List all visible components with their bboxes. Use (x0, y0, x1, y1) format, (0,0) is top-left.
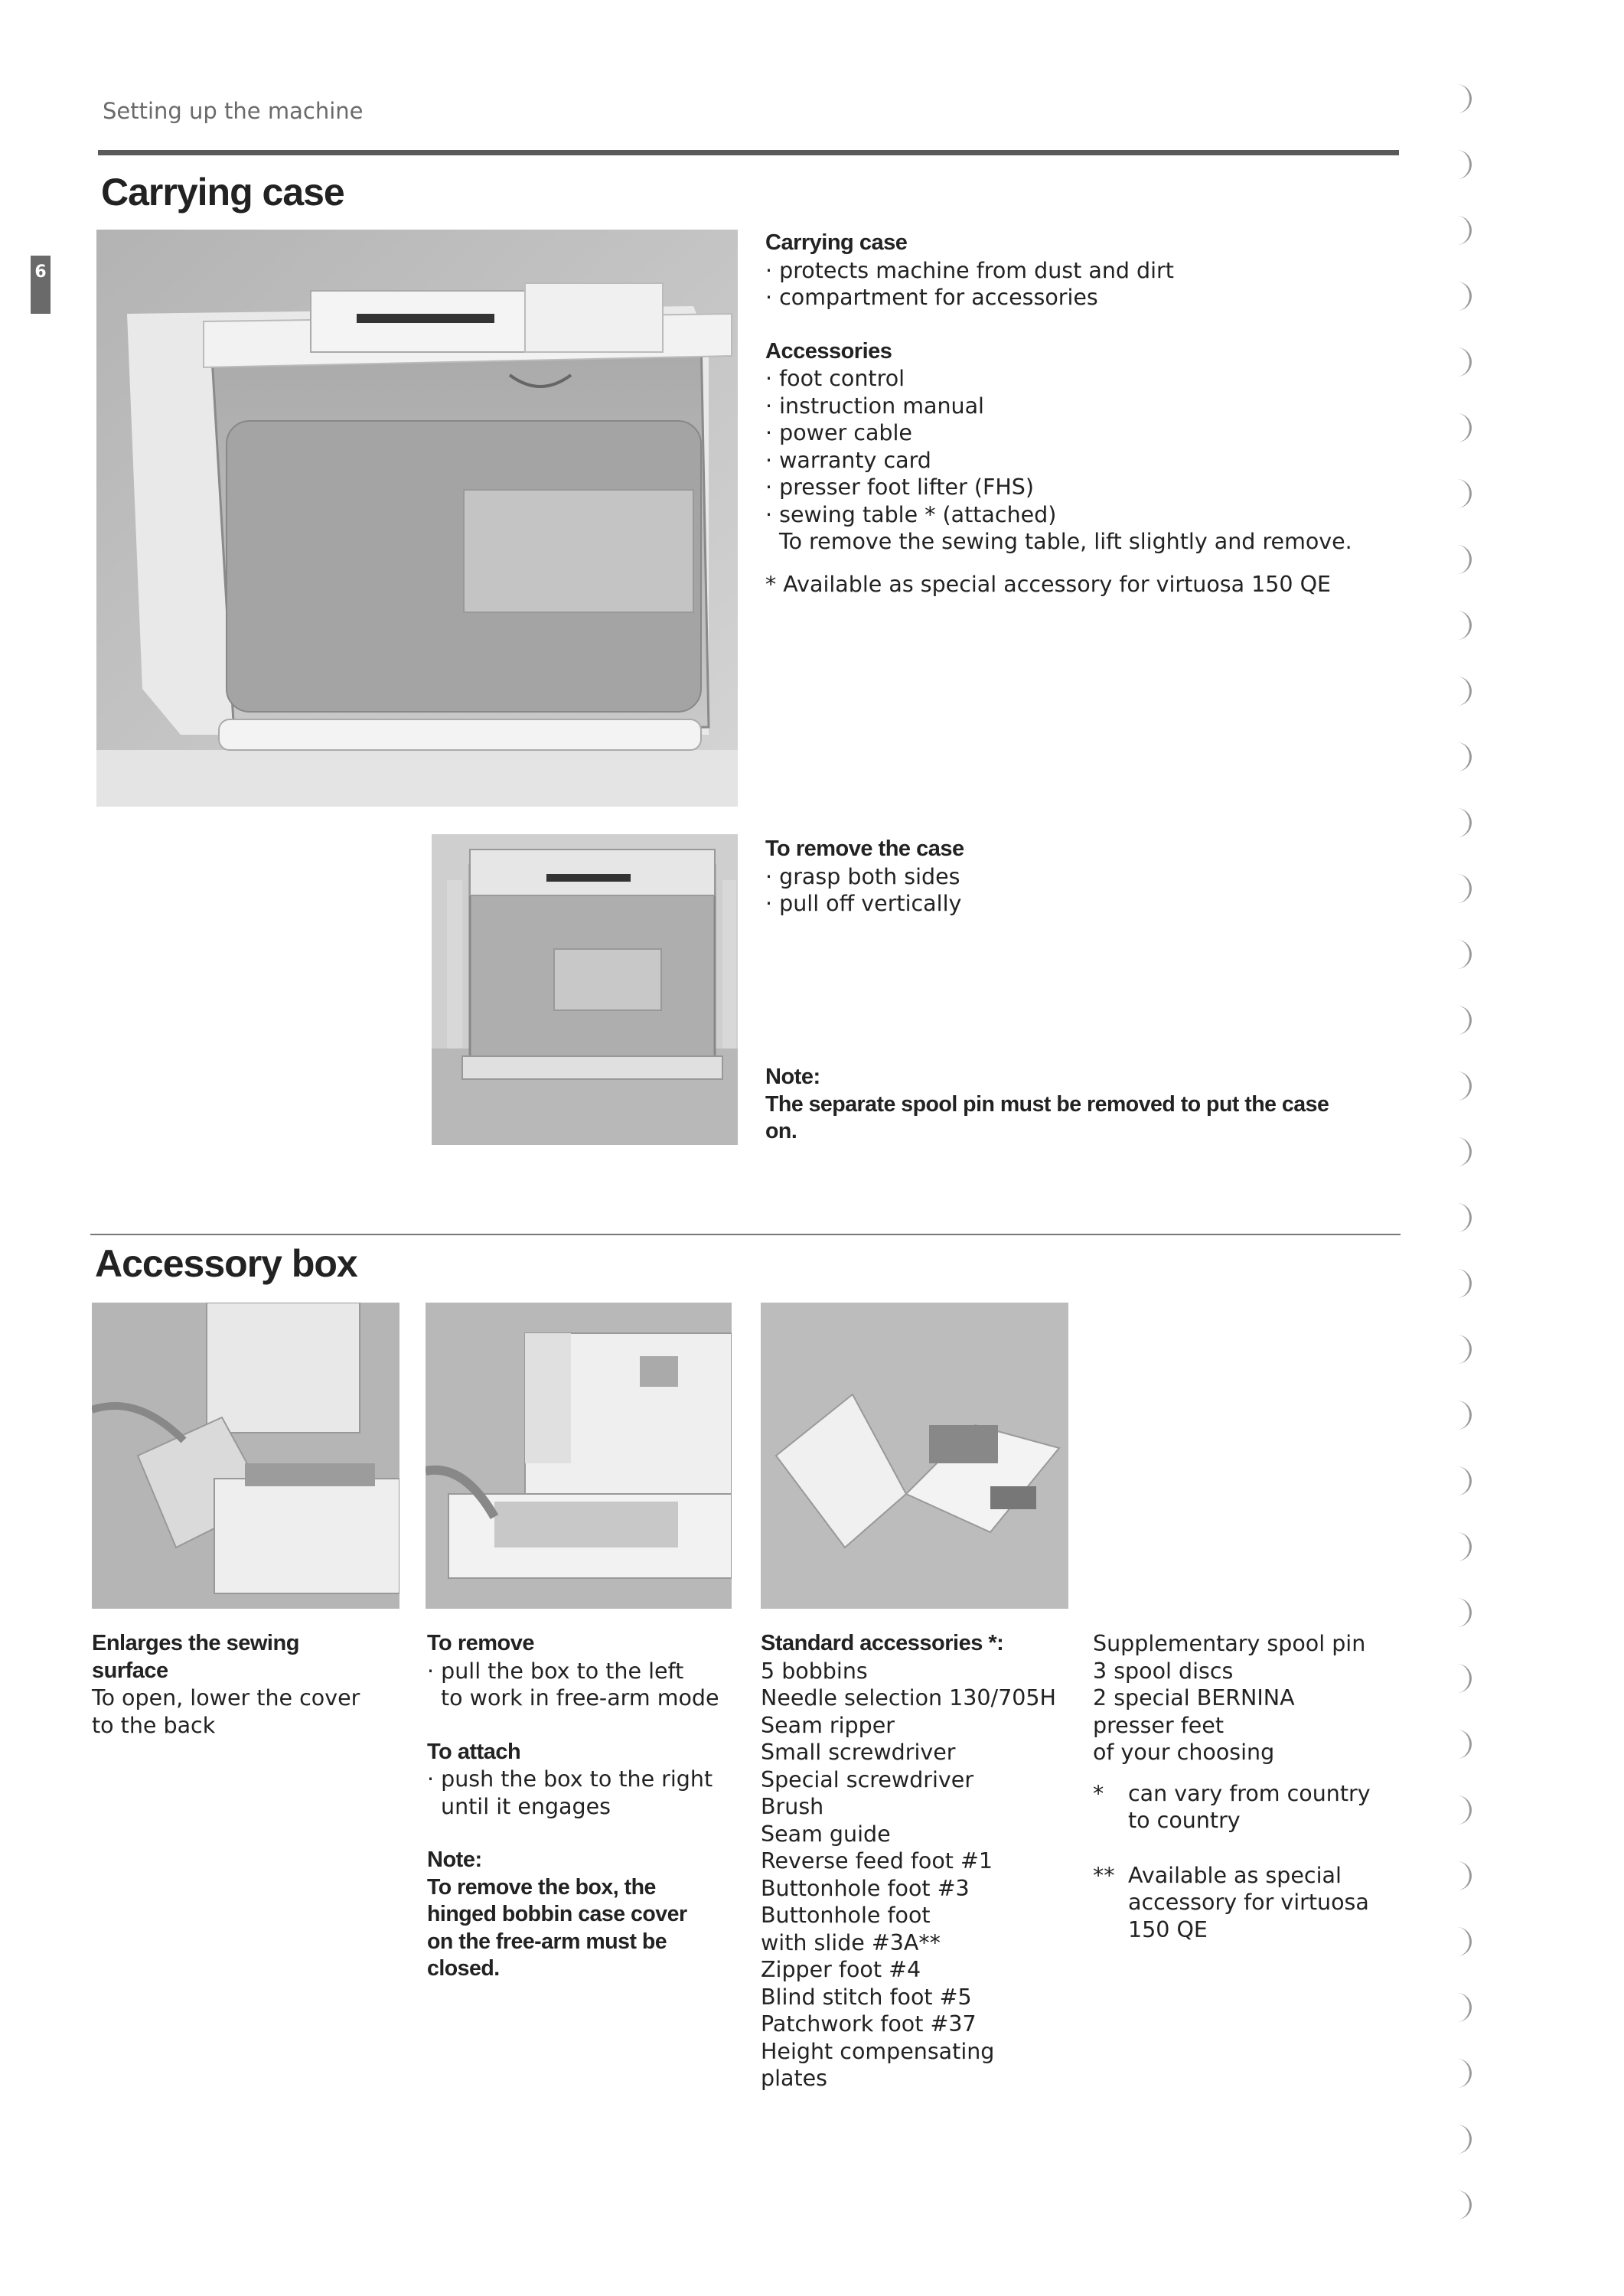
accessory-box-contents-illustration (761, 1303, 1068, 1609)
list-item: · grasp both sides (765, 863, 1408, 891)
accessory-box-col-remove-attach (427, 1630, 748, 1983)
footnote: * Available as special accessory for virtuosa 150 QE (765, 571, 1332, 597)
binding-hole (1446, 677, 1472, 706)
list-item: Special screwdriver (761, 1766, 974, 1792)
header-rule (98, 150, 1399, 155)
note-heading: Note: (427, 1848, 482, 1872)
section-label: Setting up the machine (103, 98, 364, 124)
enlarge-text: to the back (92, 1712, 216, 1738)
binding-hole (1446, 1203, 1472, 1232)
enlarge-heading: Enlarges the sewing (92, 1631, 299, 1655)
list-item: Patchwork foot #37 (761, 2011, 977, 2037)
remove-case-photo (432, 834, 738, 1145)
section-divider (90, 1234, 1401, 1235)
note-heading: Note: (765, 1065, 820, 1089)
footnote-line: to country (1128, 1808, 1241, 1833)
binding-hole (1446, 742, 1472, 771)
footnote-line: Available as special (1128, 1862, 1342, 1888)
enlarge-text: To open, lower the cover (92, 1685, 360, 1711)
list-item: 3 spool discs (1093, 1658, 1234, 1684)
binding-holes (1439, 77, 1485, 2235)
spool-pin-note (765, 1064, 1408, 1146)
binding-hole (1446, 874, 1472, 903)
binding-hole (1446, 1137, 1472, 1166)
accessory-box-open-illustration (92, 1303, 399, 1609)
footnote-line: 150 QE (1128, 1916, 1208, 1942)
list-item: Needle selection 130/705H (761, 1685, 1056, 1711)
list-item: Brush (761, 1794, 824, 1819)
binding-hole (1446, 2190, 1472, 2219)
binding-hole (1446, 282, 1472, 311)
carrying-case-photo (96, 230, 738, 807)
accessory-box-contents-photo (761, 1303, 1068, 1609)
note-line: on the free-arm must be (427, 1929, 667, 1954)
sewing-table-note: To remove the sewing table, lift slightly and remove. (779, 529, 1352, 554)
list-item: · compartment for accessories (765, 284, 1408, 311)
binding-hole (1446, 1927, 1472, 1956)
list-item: · power cable (765, 419, 1408, 447)
footnote-single-star (1093, 1780, 1414, 1835)
attach-heading: To attach (427, 1739, 521, 1764)
list-item: Small screwdriver (761, 1740, 956, 1765)
note-line: hinged bobbin case cover (427, 1902, 687, 1926)
list-item: · pull off vertically (765, 890, 1408, 918)
remove-case-illustration (432, 834, 738, 1145)
list-item: with slide #3A** (761, 1929, 941, 1955)
footnote-mark: * (1093, 1780, 1104, 1806)
binding-hole (1446, 479, 1472, 508)
binding-hole (1446, 84, 1472, 113)
carrying-case-title: Carrying case (101, 171, 344, 214)
carrying-case-illustration (96, 230, 738, 807)
list-item: Reverse feed foot #1 (761, 1848, 993, 1874)
accessory-box-col-enlarge (92, 1630, 406, 1739)
note-line: The separate spool pin must be removed to put the case (765, 1091, 1329, 1117)
binding-hole (1446, 1598, 1472, 1627)
note-line: on. (765, 1119, 797, 1143)
list-item: · instruction manual (765, 393, 1408, 420)
binding-hole (1446, 1401, 1472, 1430)
list-item: Supplementary spool pin (1093, 1631, 1366, 1656)
list-item: · sewing table * (attached) (765, 501, 1408, 529)
standard-accessories-list (761, 1630, 1090, 2092)
binding-hole (1446, 1269, 1472, 1298)
standard-accessories-heading: Standard accessories *: (761, 1631, 1004, 1655)
remove-case-heading: To remove the case (765, 837, 964, 861)
list-item: Height compensating (761, 2038, 995, 2064)
footnote-double-star (1093, 1862, 1414, 1944)
attach-text: · push the box to the right (427, 1766, 748, 1793)
binding-hole (1446, 2059, 1472, 2088)
footnote-mark: ** (1093, 1862, 1115, 1888)
enlarge-heading: surface (92, 1658, 168, 1683)
binding-hole (1446, 1532, 1472, 1561)
binding-hole (1446, 611, 1472, 640)
carrying-case-heading: Carrying case (765, 230, 908, 255)
binding-hole (1446, 1006, 1472, 1035)
binding-hole (1446, 808, 1472, 837)
accessory-box-open-photo (92, 1303, 399, 1609)
binding-hole (1446, 2125, 1472, 2154)
binding-hole (1446, 1730, 1472, 1759)
remove-text: · pull the box to the left (427, 1658, 748, 1685)
remove-case-instructions (765, 836, 1408, 918)
binding-hole (1446, 545, 1472, 574)
list-item: · foot control (765, 365, 1408, 393)
binding-hole (1446, 413, 1472, 442)
list-item: presser feet (1093, 1712, 1224, 1738)
list-item: · warranty card (765, 447, 1408, 475)
binding-hole (1446, 1795, 1472, 1825)
remove-heading: To remove (427, 1631, 535, 1655)
binding-hole (1446, 1335, 1472, 1364)
binding-hole (1446, 940, 1472, 969)
list-item: of your choosing (1093, 1740, 1275, 1765)
list-item: Blind stitch foot #5 (761, 1984, 972, 2010)
accessory-box-title: Accessory box (95, 1242, 357, 1285)
binding-hole (1446, 1861, 1472, 1890)
list-item: 5 bobbins (761, 1658, 868, 1684)
list-item: Buttonhole foot (761, 1903, 931, 1928)
binding-hole (1446, 1466, 1472, 1495)
binding-hole (1446, 216, 1472, 245)
carrying-case-description (765, 230, 1408, 598)
list-item: · presser foot lifter (FHS) (765, 474, 1408, 501)
accessory-box-remove-illustration (426, 1303, 732, 1609)
list-item: · protects machine from dust and dirt (765, 257, 1408, 285)
list-item: Zipper foot #4 (761, 1957, 921, 1982)
list-item: 2 special BERNINA (1093, 1685, 1295, 1711)
binding-hole (1446, 1993, 1472, 2022)
page-number-tab: 6 (31, 256, 51, 314)
note-line: To remove the box, the (427, 1874, 656, 1900)
supplementary-accessories (1093, 1630, 1414, 1943)
accessories-heading: Accessories (765, 338, 892, 364)
binding-hole (1446, 1664, 1472, 1693)
accessory-box-remove-photo (426, 1303, 732, 1609)
list-item: Buttonhole foot #3 (761, 1875, 970, 1901)
binding-hole (1446, 150, 1472, 179)
footnote-line: can vary from country (1128, 1780, 1371, 1806)
list-item: Seam guide (761, 1821, 891, 1847)
list-item: Seam ripper (761, 1712, 895, 1738)
list-item: plates (761, 2066, 828, 2091)
binding-hole (1446, 1071, 1472, 1101)
attach-text: until it engages (441, 1793, 611, 1819)
remove-text: to work in free-arm mode (441, 1685, 719, 1711)
footnote-line: accessory for virtuosa (1128, 1890, 1369, 1915)
binding-hole (1446, 347, 1472, 377)
note-line: closed. (427, 1956, 500, 1981)
